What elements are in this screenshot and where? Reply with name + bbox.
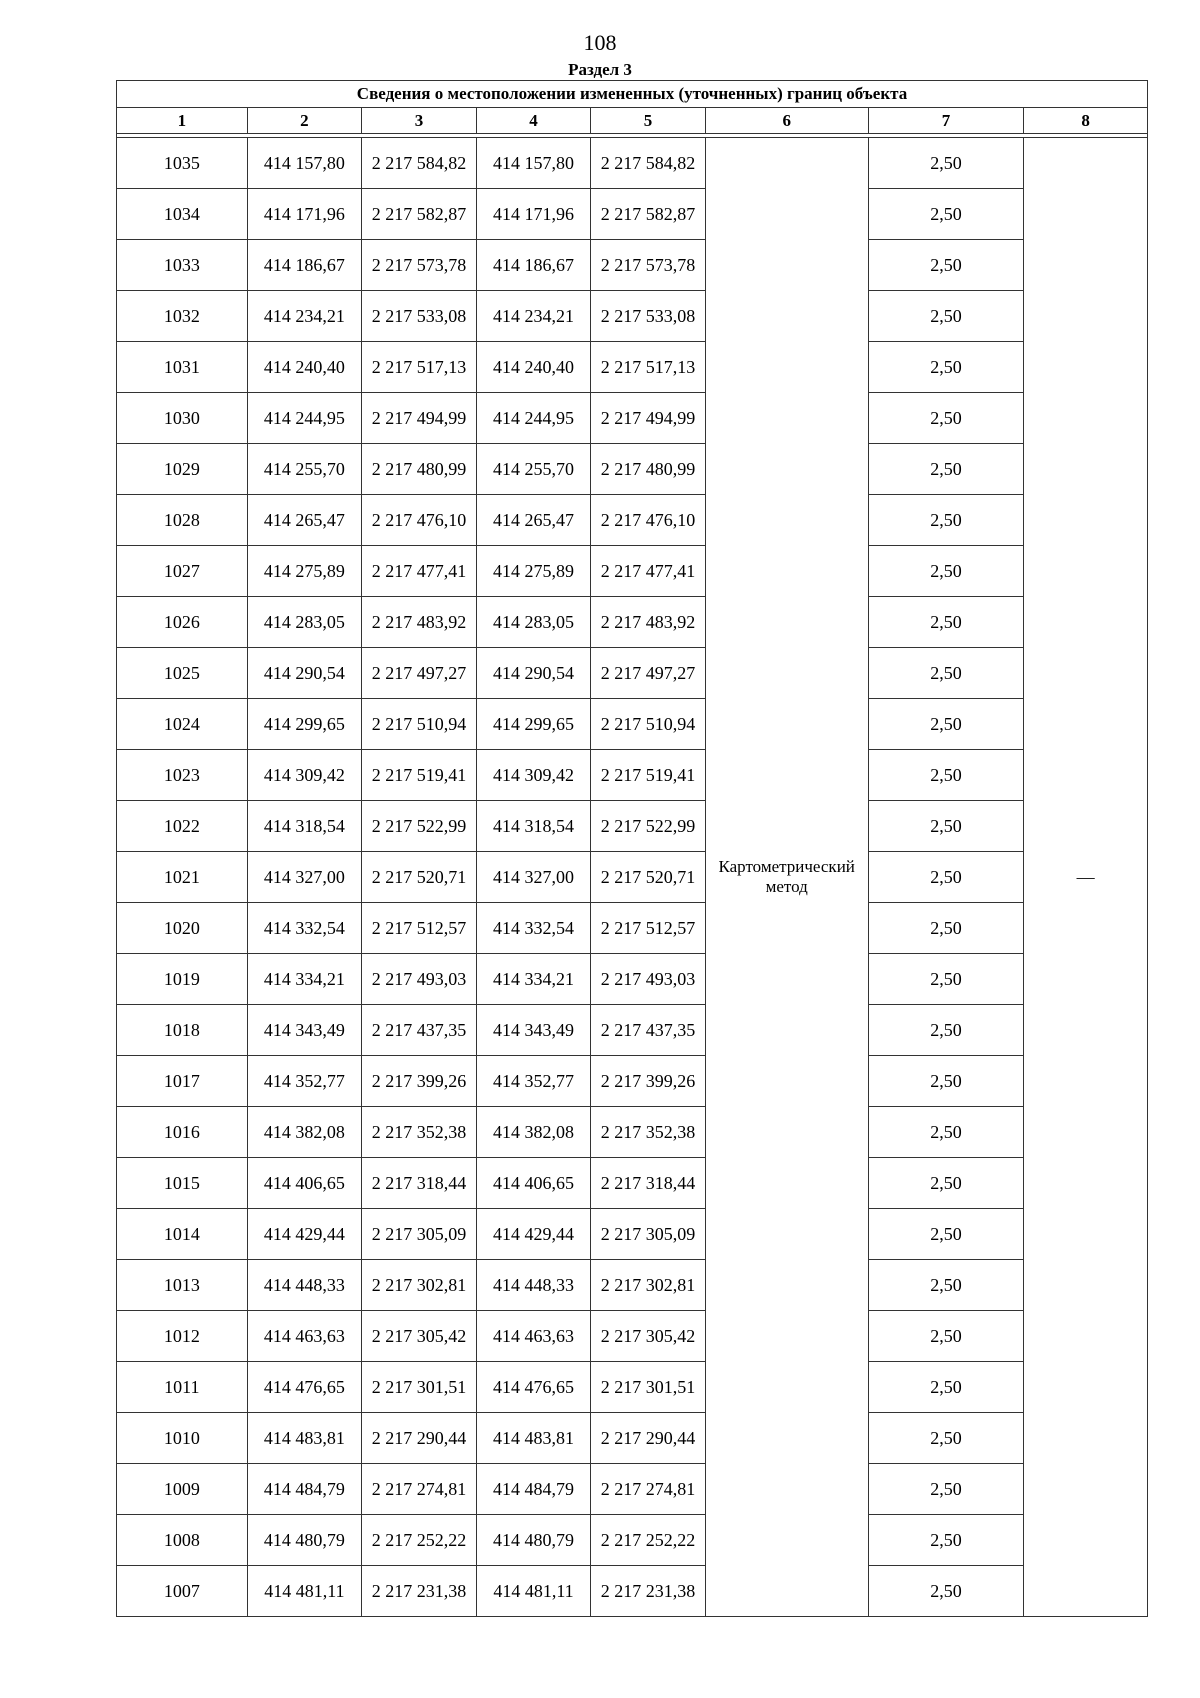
accuracy-cell: 2,50 <box>868 750 1024 801</box>
point-number-cell: 1035 <box>117 138 248 189</box>
point-number-cell: 1017 <box>117 1056 248 1107</box>
point-number-cell: 1032 <box>117 291 248 342</box>
y-refined-cell: 2 217 477,41 <box>591 546 706 597</box>
y-refined-cell: 2 217 302,81 <box>591 1260 706 1311</box>
accuracy-cell: 2,50 <box>868 546 1024 597</box>
point-number-cell: 1023 <box>117 750 248 801</box>
table-row <box>117 1464 1148 1515</box>
x-existing-cell: 414 406,65 <box>247 1158 362 1209</box>
y-existing-cell: 2 217 477,41 <box>362 546 477 597</box>
point-number-cell: 1025 <box>117 648 248 699</box>
x-existing-cell: 414 332,54 <box>247 903 362 954</box>
y-existing-cell: 2 217 573,78 <box>362 240 477 291</box>
x-existing-cell: 414 352,77 <box>247 1056 362 1107</box>
y-refined-cell: 2 217 399,26 <box>591 1056 706 1107</box>
point-number-cell: 1011 <box>117 1362 248 1413</box>
y-refined-cell: 2 217 480,99 <box>591 444 706 495</box>
method-cell: Картометрический метод <box>705 138 868 1617</box>
x-existing-cell: 414 480,79 <box>247 1515 362 1566</box>
y-refined-cell: 2 217 533,08 <box>591 291 706 342</box>
table-row <box>117 1362 1148 1413</box>
y-existing-cell: 2 217 305,42 <box>362 1311 477 1362</box>
y-existing-cell: 2 217 517,13 <box>362 342 477 393</box>
x-existing-cell: 414 290,54 <box>247 648 362 699</box>
y-refined-cell: 2 217 352,38 <box>591 1107 706 1158</box>
table-row <box>117 393 1148 444</box>
y-existing-cell: 2 217 512,57 <box>362 903 477 954</box>
y-refined-cell: 2 217 512,57 <box>591 903 706 954</box>
point-number-cell: 1012 <box>117 1311 248 1362</box>
point-number-cell: 1029 <box>117 444 248 495</box>
point-number-cell: 1024 <box>117 699 248 750</box>
x-existing-cell: 414 171,96 <box>247 189 362 240</box>
accuracy-cell: 2,50 <box>868 648 1024 699</box>
x-refined-cell: 414 382,08 <box>476 1107 591 1158</box>
x-existing-cell: 414 483,81 <box>247 1413 362 1464</box>
x-refined-cell: 414 244,95 <box>476 393 591 444</box>
table-row <box>117 1515 1148 1566</box>
y-refined-cell: 2 217 584,82 <box>591 138 706 189</box>
point-number-cell: 1034 <box>117 189 248 240</box>
column-number-row <box>117 108 1148 134</box>
accuracy-cell: 2,50 <box>868 1515 1024 1566</box>
y-refined-cell: 2 217 582,87 <box>591 189 706 240</box>
table-row <box>117 648 1148 699</box>
point-number-cell: 1021 <box>117 852 248 903</box>
y-refined-cell: 2 217 305,42 <box>591 1311 706 1362</box>
accuracy-cell: 2,50 <box>868 801 1024 852</box>
x-refined-cell: 414 157,80 <box>476 138 591 189</box>
y-existing-cell: 2 217 476,10 <box>362 495 477 546</box>
x-existing-cell: 414 234,21 <box>247 291 362 342</box>
x-existing-cell: 414 429,44 <box>247 1209 362 1260</box>
x-refined-cell: 414 240,40 <box>476 342 591 393</box>
table-row <box>117 1158 1148 1209</box>
x-refined-cell: 414 332,54 <box>476 903 591 954</box>
x-existing-cell: 414 186,67 <box>247 240 362 291</box>
y-refined-cell: 2 217 476,10 <box>591 495 706 546</box>
y-refined-cell: 2 217 573,78 <box>591 240 706 291</box>
accuracy-cell: 2,50 <box>868 1260 1024 1311</box>
x-refined-cell: 414 318,54 <box>476 801 591 852</box>
accuracy-cell: 2,50 <box>868 342 1024 393</box>
table-row <box>117 138 1148 189</box>
x-existing-cell: 414 463,63 <box>247 1311 362 1362</box>
y-existing-cell: 2 217 519,41 <box>362 750 477 801</box>
y-existing-cell: 2 217 231,38 <box>362 1566 477 1617</box>
x-refined-cell: 414 234,21 <box>476 291 591 342</box>
accuracy-cell: 2,50 <box>868 189 1024 240</box>
table-row <box>117 699 1148 750</box>
table-row <box>117 1056 1148 1107</box>
point-number-cell: 1013 <box>117 1260 248 1311</box>
accuracy-cell: 2,50 <box>868 1107 1024 1158</box>
x-refined-cell: 414 299,65 <box>476 699 591 750</box>
x-refined-cell: 414 448,33 <box>476 1260 591 1311</box>
y-refined-cell: 2 217 520,71 <box>591 852 706 903</box>
table-row <box>117 1209 1148 1260</box>
column8-cell: — <box>1024 138 1148 1617</box>
table-row <box>117 189 1148 240</box>
y-existing-cell: 2 217 522,99 <box>362 801 477 852</box>
y-existing-cell: 2 217 510,94 <box>362 699 477 750</box>
x-existing-cell: 414 484,79 <box>247 1464 362 1515</box>
boundary-table <box>116 80 1148 1617</box>
accuracy-cell: 2,50 <box>868 699 1024 750</box>
column-number: 6 <box>705 108 868 134</box>
x-refined-cell: 414 483,81 <box>476 1413 591 1464</box>
accuracy-cell: 2,50 <box>868 444 1024 495</box>
x-refined-cell: 414 327,00 <box>476 852 591 903</box>
accuracy-cell: 2,50 <box>868 495 1024 546</box>
x-refined-cell: 414 283,05 <box>476 597 591 648</box>
y-existing-cell: 2 217 290,44 <box>362 1413 477 1464</box>
accuracy-cell: 2,50 <box>868 1464 1024 1515</box>
table-body <box>117 138 1148 1617</box>
y-refined-cell: 2 217 231,38 <box>591 1566 706 1617</box>
table-row <box>117 240 1148 291</box>
y-refined-cell: 2 217 483,92 <box>591 597 706 648</box>
x-existing-cell: 414 244,95 <box>247 393 362 444</box>
y-refined-cell: 2 217 437,35 <box>591 1005 706 1056</box>
table-caption: Сведения о местоположении измененных (уточненных) границ объекта <box>117 81 1148 108</box>
y-refined-cell: 2 217 510,94 <box>591 699 706 750</box>
accuracy-cell: 2,50 <box>868 1209 1024 1260</box>
table-row <box>117 546 1148 597</box>
table-row <box>117 750 1148 801</box>
point-number-cell: 1009 <box>117 1464 248 1515</box>
y-existing-cell: 2 217 584,82 <box>362 138 477 189</box>
table-row <box>117 1107 1148 1158</box>
x-refined-cell: 414 480,79 <box>476 1515 591 1566</box>
x-refined-cell: 414 334,21 <box>476 954 591 1005</box>
column-number: 7 <box>868 108 1024 134</box>
column-number: 4 <box>476 108 591 134</box>
y-existing-cell: 2 217 305,09 <box>362 1209 477 1260</box>
x-existing-cell: 414 240,40 <box>247 342 362 393</box>
x-existing-cell: 414 334,21 <box>247 954 362 1005</box>
accuracy-cell: 2,50 <box>868 393 1024 444</box>
x-existing-cell: 414 318,54 <box>247 801 362 852</box>
x-existing-cell: 414 255,70 <box>247 444 362 495</box>
y-existing-cell: 2 217 493,03 <box>362 954 477 1005</box>
x-existing-cell: 414 481,11 <box>247 1566 362 1617</box>
point-number-cell: 1026 <box>117 597 248 648</box>
y-refined-cell: 2 217 301,51 <box>591 1362 706 1413</box>
column-number: 5 <box>591 108 706 134</box>
y-existing-cell: 2 217 301,51 <box>362 1362 477 1413</box>
y-refined-cell: 2 217 493,03 <box>591 954 706 1005</box>
table-row <box>117 597 1148 648</box>
point-number-cell: 1020 <box>117 903 248 954</box>
x-refined-cell: 414 309,42 <box>476 750 591 801</box>
y-refined-cell: 2 217 517,13 <box>591 342 706 393</box>
page-number: 108 <box>583 30 617 55</box>
y-existing-cell: 2 217 399,26 <box>362 1056 477 1107</box>
x-refined-cell: 414 352,77 <box>476 1056 591 1107</box>
x-existing-cell: 414 382,08 <box>247 1107 362 1158</box>
y-existing-cell: 2 217 533,08 <box>362 291 477 342</box>
column-number: 1 <box>117 108 248 134</box>
x-existing-cell: 414 327,00 <box>247 852 362 903</box>
x-existing-cell: 414 448,33 <box>247 1260 362 1311</box>
point-number-cell: 1028 <box>117 495 248 546</box>
accuracy-cell: 2,50 <box>868 291 1024 342</box>
x-refined-cell: 414 481,11 <box>476 1566 591 1617</box>
table-row <box>117 342 1148 393</box>
x-existing-cell: 414 343,49 <box>247 1005 362 1056</box>
y-existing-cell: 2 217 497,27 <box>362 648 477 699</box>
table-row <box>117 1311 1148 1362</box>
point-number-cell: 1019 <box>117 954 248 1005</box>
column-number: 8 <box>1024 108 1148 134</box>
point-number-cell: 1018 <box>117 1005 248 1056</box>
y-existing-cell: 2 217 252,22 <box>362 1515 477 1566</box>
accuracy-cell: 2,50 <box>868 1566 1024 1617</box>
y-refined-cell: 2 217 494,99 <box>591 393 706 444</box>
point-number-cell: 1008 <box>117 1515 248 1566</box>
x-existing-cell: 414 299,65 <box>247 699 362 750</box>
accuracy-cell: 2,50 <box>868 1311 1024 1362</box>
table-row <box>117 1566 1148 1617</box>
y-refined-cell: 2 217 274,81 <box>591 1464 706 1515</box>
x-existing-cell: 414 265,47 <box>247 495 362 546</box>
column-number: 2 <box>247 108 362 134</box>
table-row <box>117 801 1148 852</box>
y-existing-cell: 2 217 494,99 <box>362 393 477 444</box>
table-row <box>117 291 1148 342</box>
accuracy-cell: 2,50 <box>868 954 1024 1005</box>
y-existing-cell: 2 217 318,44 <box>362 1158 477 1209</box>
point-number-cell: 1016 <box>117 1107 248 1158</box>
point-number-cell: 1030 <box>117 393 248 444</box>
x-refined-cell: 414 265,47 <box>476 495 591 546</box>
table-row <box>117 1413 1148 1464</box>
column-number: 3 <box>362 108 477 134</box>
x-refined-cell: 414 171,96 <box>476 189 591 240</box>
y-existing-cell: 2 217 483,92 <box>362 597 477 648</box>
y-refined-cell: 2 217 522,99 <box>591 801 706 852</box>
y-existing-cell: 2 217 274,81 <box>362 1464 477 1515</box>
x-refined-cell: 414 290,54 <box>476 648 591 699</box>
y-refined-cell: 2 217 290,44 <box>591 1413 706 1464</box>
section-title: Раздел 3 <box>568 60 632 79</box>
x-existing-cell: 414 309,42 <box>247 750 362 801</box>
x-refined-cell: 414 343,49 <box>476 1005 591 1056</box>
y-existing-cell: 2 217 352,38 <box>362 1107 477 1158</box>
x-refined-cell: 414 255,70 <box>476 444 591 495</box>
accuracy-cell: 2,50 <box>868 240 1024 291</box>
point-number-cell: 1022 <box>117 801 248 852</box>
accuracy-cell: 2,50 <box>868 138 1024 189</box>
table-row <box>117 954 1148 1005</box>
table-row <box>117 852 1148 903</box>
x-refined-cell: 414 429,44 <box>476 1209 591 1260</box>
accuracy-cell: 2,50 <box>868 1005 1024 1056</box>
table-row <box>117 903 1148 954</box>
point-number-cell: 1010 <box>117 1413 248 1464</box>
y-existing-cell: 2 217 480,99 <box>362 444 477 495</box>
y-existing-cell: 2 217 582,87 <box>362 189 477 240</box>
accuracy-cell: 2,50 <box>868 597 1024 648</box>
point-number-cell: 1007 <box>117 1566 248 1617</box>
accuracy-cell: 2,50 <box>868 852 1024 903</box>
accuracy-cell: 2,50 <box>868 1413 1024 1464</box>
y-existing-cell: 2 217 520,71 <box>362 852 477 903</box>
table-row <box>117 444 1148 495</box>
x-existing-cell: 414 275,89 <box>247 546 362 597</box>
point-number-cell: 1031 <box>117 342 248 393</box>
point-number-cell: 1027 <box>117 546 248 597</box>
y-refined-cell: 2 217 497,27 <box>591 648 706 699</box>
y-refined-cell: 2 217 519,41 <box>591 750 706 801</box>
accuracy-cell: 2,50 <box>868 1158 1024 1209</box>
accuracy-cell: 2,50 <box>868 1362 1024 1413</box>
table-row <box>117 495 1148 546</box>
table-row <box>117 1005 1148 1056</box>
x-existing-cell: 414 157,80 <box>247 138 362 189</box>
x-refined-cell: 414 463,63 <box>476 1311 591 1362</box>
x-refined-cell: 414 186,67 <box>476 240 591 291</box>
point-number-cell: 1014 <box>117 1209 248 1260</box>
y-existing-cell: 2 217 437,35 <box>362 1005 477 1056</box>
y-refined-cell: 2 217 305,09 <box>591 1209 706 1260</box>
point-number-cell: 1033 <box>117 240 248 291</box>
y-refined-cell: 2 217 318,44 <box>591 1158 706 1209</box>
x-refined-cell: 414 476,65 <box>476 1362 591 1413</box>
y-refined-cell: 2 217 252,22 <box>591 1515 706 1566</box>
x-existing-cell: 414 283,05 <box>247 597 362 648</box>
x-refined-cell: 414 406,65 <box>476 1158 591 1209</box>
accuracy-cell: 2,50 <box>868 1056 1024 1107</box>
table-row <box>117 1260 1148 1311</box>
x-existing-cell: 414 476,65 <box>247 1362 362 1413</box>
x-refined-cell: 414 484,79 <box>476 1464 591 1515</box>
accuracy-cell: 2,50 <box>868 903 1024 954</box>
y-existing-cell: 2 217 302,81 <box>362 1260 477 1311</box>
x-refined-cell: 414 275,89 <box>476 546 591 597</box>
point-number-cell: 1015 <box>117 1158 248 1209</box>
